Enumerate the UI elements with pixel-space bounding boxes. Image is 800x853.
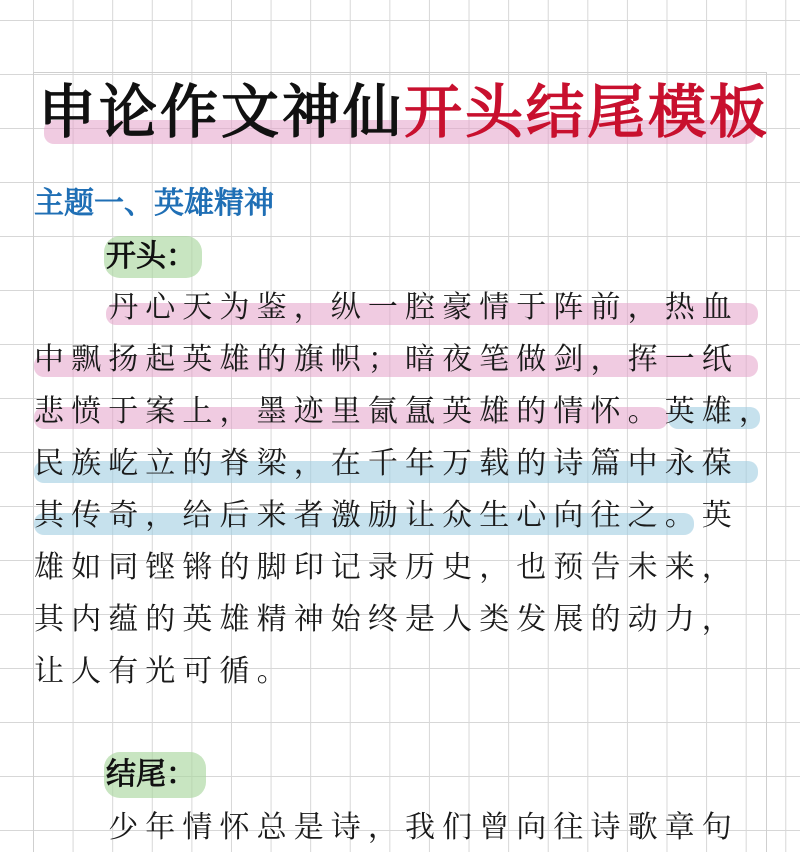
title-part-black: 申论作文神仙: [38, 78, 405, 146]
opening-label: 开头：: [106, 239, 196, 274]
title-part-red: 开头结尾模板: [404, 78, 771, 146]
essay-line: 少年情怀总是诗，我们曾向往诗歌章句: [34, 810, 739, 845]
essay-line: 其传奇，给后来者激励让众生心向往之。英: [34, 498, 739, 533]
essay-line: 让人有光可循。: [34, 654, 294, 689]
essay-line: 其内蕴的英雄精神始终是人类发展的动力，: [34, 602, 739, 637]
essay-line: 中飘扬起英雄的旗帜；暗夜笔做剑，挥一纸: [34, 342, 739, 377]
essay-line: 丹心天为鉴，纵一腔豪情于阵前，热血: [34, 290, 739, 325]
theme-heading: 主题一、英雄精神: [34, 186, 274, 221]
essay-line: 民族屹立的脊梁，在千年万载的诗篇中永葆: [34, 446, 739, 481]
page-title: [38, 74, 771, 150]
ending-label: 结尾：: [106, 757, 196, 792]
paper-border-top: [33, 72, 767, 73]
essay-line: 悲愤于案上，墨迹里氤氲英雄的情怀。英雄，: [34, 394, 776, 429]
essay-line: 雄如同铿锵的脚印记录历史，也预告未来，: [34, 550, 739, 585]
